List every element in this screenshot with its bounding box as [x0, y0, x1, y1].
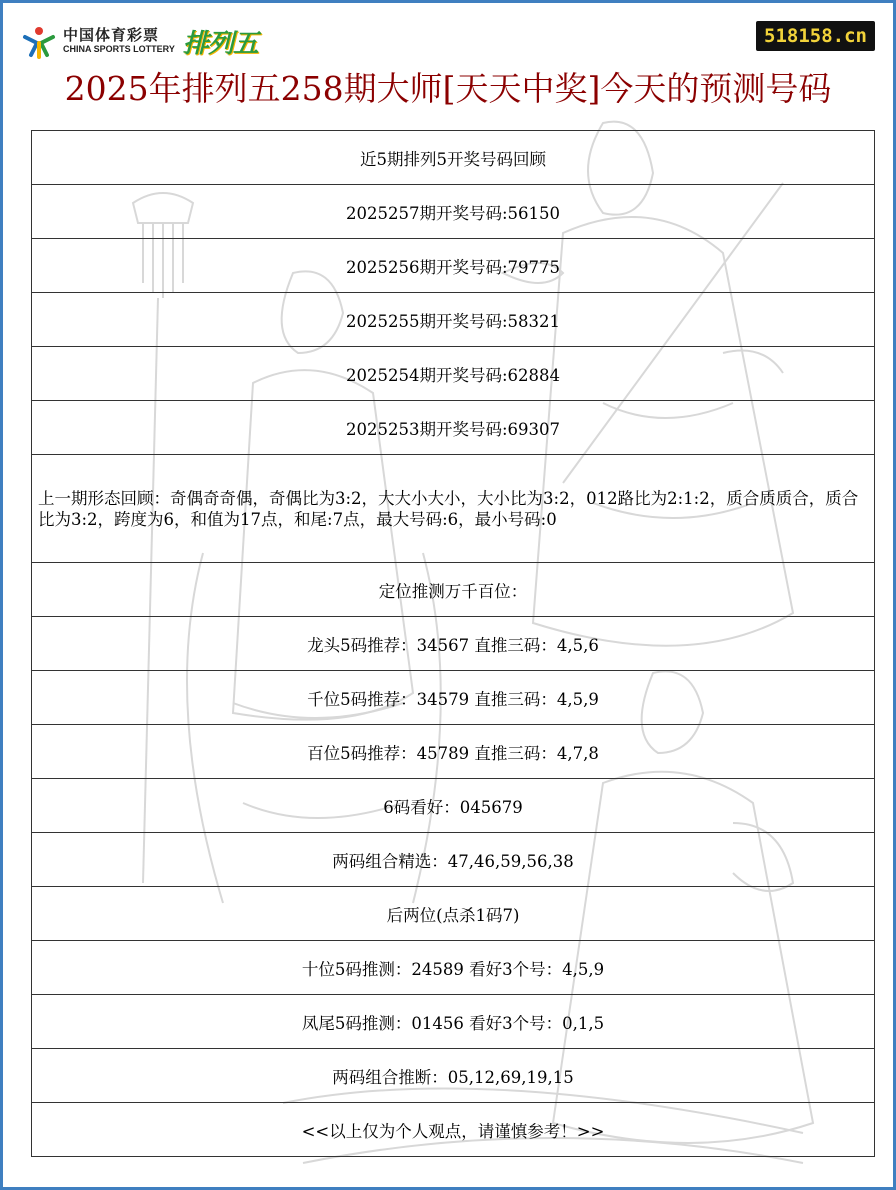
table-row [32, 725, 874, 779]
table-row [32, 779, 874, 833]
table-row [32, 887, 874, 941]
table-row [32, 617, 874, 671]
table-row [32, 671, 874, 725]
tens-pick: 十位5码推测：24589 看好3个号：4,5,9 [301, 959, 605, 979]
table-row [32, 941, 874, 995]
disclaimer: <<以上仅为个人观点，请谨慎参考！>> [301, 1121, 605, 1141]
dragon-head-pick: 龙头5码推荐：34567 直推三码：4,5,6 [307, 635, 599, 655]
logo-english-text: CHINA SPORTS LOTTERY [63, 44, 175, 54]
draw-result: 2025256期开奖号码:79775 [345, 257, 561, 277]
logo-game-name: 排列五 [182, 28, 258, 59]
draw-result: 2025257期开奖号码:56150 [345, 203, 561, 223]
header [3, 3, 893, 133]
phoenix-tail-pick: 凤尾5码推测：01456 看好3个号：0,1,5 [301, 1013, 605, 1033]
review-header: 近5期排列5开奖号码回顾 [360, 149, 546, 169]
site-badge[interactable]: 518158.cn [756, 21, 875, 51]
logo-chinese-text: 中国体育彩票 [63, 26, 160, 44]
six-code-pick: 6码看好：045679 [383, 797, 523, 817]
page-title: 2025年排列五258期大师[天天中奖]今天的预测号码 [64, 69, 832, 108]
position-header: 定位推测万千百位： [378, 581, 528, 601]
last-two-header: 后两位(点杀1码7) [386, 905, 520, 925]
two-code-judge: 两码组合推断：05,12,69,19,15 [332, 1067, 574, 1087]
table-row [32, 1103, 874, 1157]
table-row [32, 185, 874, 239]
two-code-pick: 两码组合精选：47,46,59,56,38 [332, 851, 574, 871]
table-row [32, 131, 874, 185]
draw-result: 2025255期开奖号码:58321 [345, 311, 561, 331]
table-row [32, 347, 874, 401]
table-row [32, 455, 874, 563]
table-row [32, 293, 874, 347]
pattern-analysis: 上一期形态回顾：奇偶奇奇偶，奇偶比为3:2，大大小大小，大小比为3:2，012路比为2:1:2，质合质质合，质合比为3:2，跨度为6，和值为17点，和尾:7点，最大号码:6，最小号码:0 [38, 488, 859, 529]
table-row [32, 995, 874, 1049]
draw-result: 2025253期开奖号码:69307 [345, 419, 561, 439]
lottery-logo [21, 21, 258, 61]
prediction-table [31, 130, 875, 1157]
table-row [32, 1049, 874, 1103]
table-row [32, 239, 874, 293]
thousands-pick: 千位5码推荐：34579 直推三码：4,5,9 [307, 689, 599, 709]
table-row [32, 833, 874, 887]
table-row [32, 563, 874, 617]
lottery-emblem-icon [21, 23, 57, 59]
draw-result: 2025254期开奖号码:62884 [345, 365, 561, 385]
table-row [32, 401, 874, 455]
hundreds-pick: 百位5码推荐：45789 直推三码：4,7,8 [307, 743, 599, 763]
